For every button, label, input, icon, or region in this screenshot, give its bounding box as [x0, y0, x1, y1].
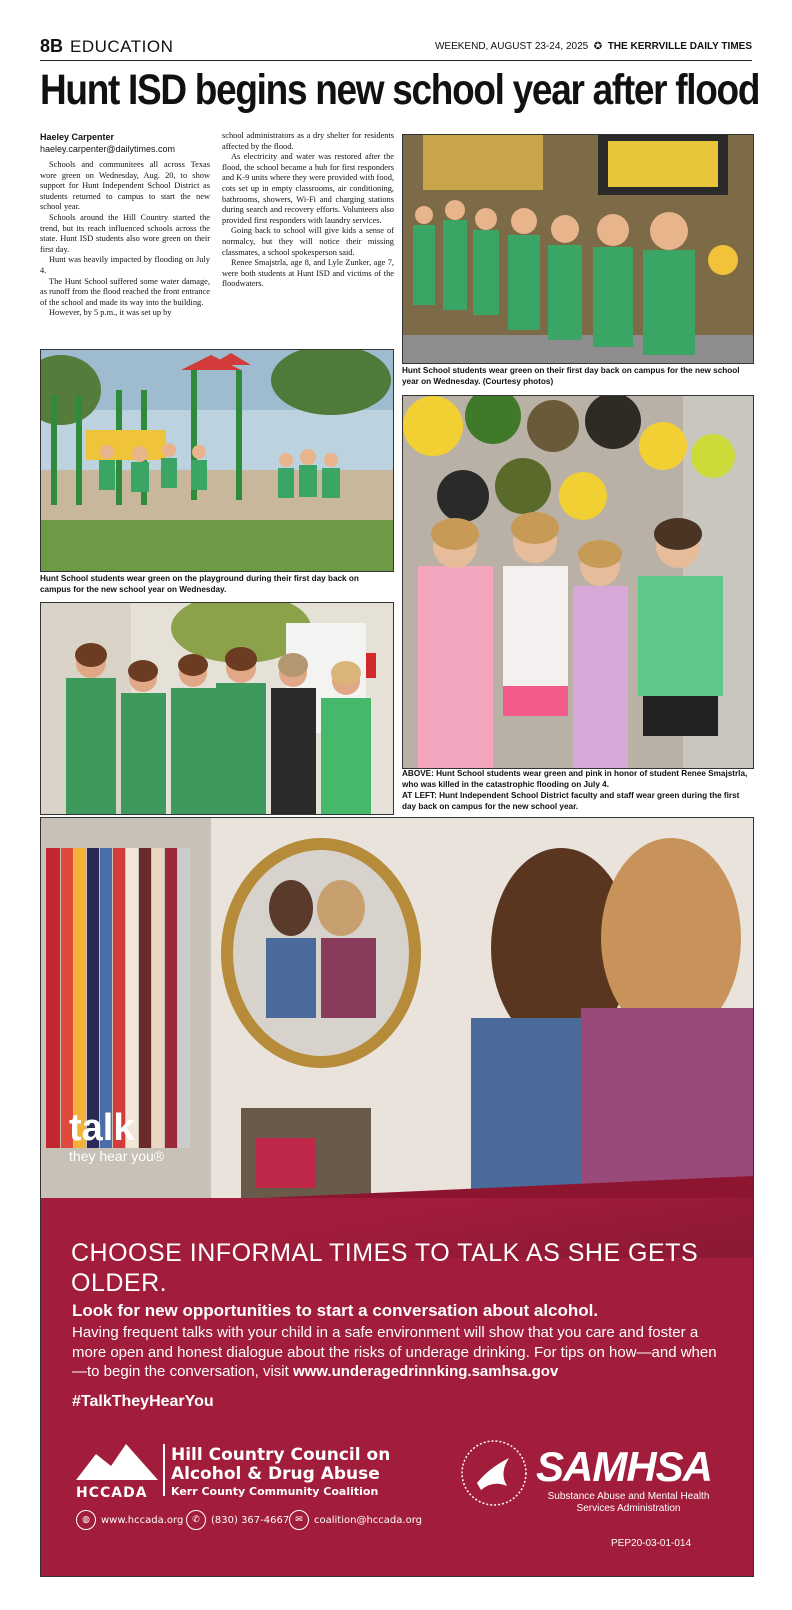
playground-photo [40, 349, 394, 572]
balloons-illustration [403, 396, 753, 768]
ad-url[interactable]: www.underagedrinnking.samhsa.gov [292, 1363, 559, 1380]
phone-icon: ✆ [186, 1510, 206, 1530]
ad-hashtag: #TalkTheyHearYou [72, 1393, 214, 1410]
samhsa-subtitle: Substance Abuse and Mental Health Services Administration [547, 1491, 710, 1514]
hallway-photo [402, 134, 754, 364]
balloons-photo [402, 395, 754, 769]
at-left-caption: AT LEFT: Hunt Independent School District faculty and staff wear green during the first day back on campus for the new school year. [402, 791, 740, 811]
org-subtitle: Kerr County Community Coalition [171, 1485, 379, 1498]
author-email[interactable]: haeley.carpenter@dailytimes.com [40, 144, 176, 154]
ad-body-text: Having frequent talks with your child in a safe environment will show that you care and foster a more open and honest dialogue about the risks of underage drinking. For tips on how—and when—to begin the conversation, visit [72, 1324, 717, 1380]
talk-tagline: they hear you® [69, 1148, 165, 1164]
org-name-line-2: Alcohol & Drug Abuse [171, 1464, 380, 1484]
headline: Hunt ISD begins new school year after flood [40, 66, 760, 114]
ad-body [72, 1323, 722, 1382]
byline [40, 131, 210, 155]
ad-subhead: Look for new opportunities to start a conversation about alcohol. [72, 1301, 599, 1320]
talk-wordmark: talk [69, 1107, 135, 1149]
author-name: Haeley Carpenter [40, 132, 115, 142]
paragraph: As electricity and water was restored after the flood, the school became a hub for first responders and K-9 units where they were provided with food, cots set up in empty classrooms, air conditioning, bathrooms, showers, Wi-Fi and charging stations during search and recovery efforts. Volunteers also provided first responders with laundry services. [222, 152, 394, 225]
above-caption: ABOVE: Hunt School students wear green and pink in honor of student Renee Smajstrla, who was killed in the catastrophic flooding on July 4. [402, 769, 748, 789]
faculty-illustration [41, 603, 393, 814]
contact-website[interactable] [76, 1510, 183, 1530]
phone-text: (830) 367-4667 [211, 1514, 290, 1526]
playground-illustration [41, 350, 393, 571]
section-name: EDUCATION [70, 37, 174, 56]
ad-code: PEP20-03-01-014 [611, 1538, 692, 1549]
ad-headline: CHOOSE INFORMAL TIMES TO TALK AS SHE GETS OLDER. [71, 1239, 699, 1297]
samhsa-logo: SAMHSA [536, 1443, 713, 1490]
hccada-wordmark: HCCADA [76, 1485, 148, 1501]
playground-caption: Hunt School students wear green on the playground during their first day back on campus for the new school year on Wednesday. [40, 574, 359, 594]
paragraph: Schools and communitees all across Texas wore green on Wednesday, Aug. 20, to show support for Hunt Independent School District as students returned to campus to start the new school year. [40, 160, 210, 212]
hhs-seal-icon [459, 1438, 529, 1508]
article-column-2 [222, 131, 394, 290]
issue-date: WEEKEND, AUGUST 23-24, 2025 [434, 41, 589, 52]
hills-icon [76, 1444, 158, 1480]
org-name [171, 1446, 390, 1484]
logo-divider [163, 1444, 165, 1496]
paragraph: school administrators as a dry shelter for residents affected by the flood. [222, 131, 394, 151]
globe-icon: ◍ [76, 1510, 96, 1530]
masthead [40, 34, 752, 61]
org-name-line-1: Hill Country Council on [171, 1445, 391, 1465]
contact-phone[interactable] [186, 1510, 289, 1530]
website-text: www.hccada.org [101, 1514, 184, 1526]
hallway-caption: Hunt School students wear green on their first day back on campus for the new school year on Wednesday. (Courtesy photos) [402, 366, 740, 386]
paragraph: The Hunt School suffered some water damage, as runoff from the flood reached the front entrance of the school and made its way into the building. [40, 276, 210, 307]
faculty-photo [40, 602, 394, 815]
article-column-1 [40, 160, 210, 319]
email-text: coalition@hccada.org [314, 1514, 422, 1526]
paragraph: However, by 5 p.m., it was set up by [49, 308, 172, 318]
section-number: 8B [40, 36, 64, 56]
advertisement [40, 817, 754, 1577]
hallway-illustration [403, 135, 753, 363]
talk-logo [69, 1108, 164, 1164]
hccada-logo [76, 1444, 158, 1501]
dateline [435, 41, 752, 52]
paragraph: Schools around the Hill Country started the trend, but its reach influenced schools across the state. Hunt ISD students also wore green on their first day. [40, 212, 210, 254]
star-icon: ✪ [590, 41, 605, 52]
contact-email[interactable] [289, 1510, 422, 1530]
paper-name: THE KERRVILLE DAILY TIMES [607, 41, 752, 52]
envelope-icon: ✉ [289, 1510, 309, 1530]
paragraph: Hunt was heavily impacted by flooding on July 4. [40, 255, 210, 275]
paragraph: Going back to school will give kids a sense of normalcy, but they will notice their missing classmates, a school spokesperson said. [222, 226, 394, 257]
paragraph: Renee Smajstrla, age 8, and Lyle Zunker, age 7, were both students at Hunt ISD and victims of the floodwaters. [222, 258, 394, 289]
